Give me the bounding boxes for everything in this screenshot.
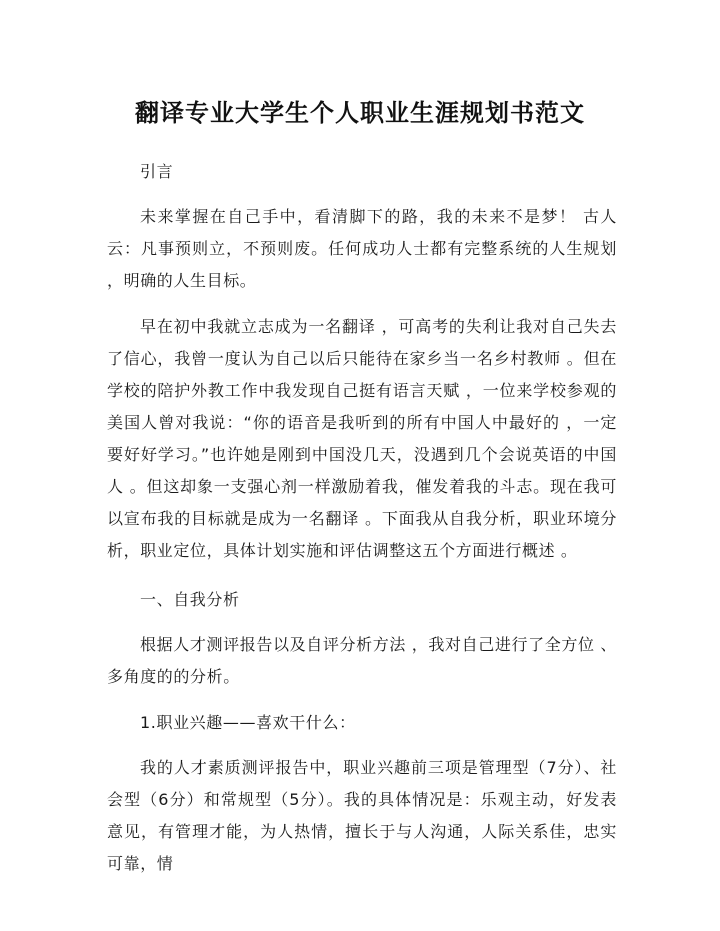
paragraph-intro: 未来掌握在自己手中，看清脚下的路，我的未来不是梦！ 古人云：凡事预则立，不预则废。任何成功人士都有完整系统的人生规划 ，明确的人生目标。 (107, 207, 617, 290)
paragraph-career-goal: 早在初中我就立志成为一名翻译 ，可高考的失利让我对自己失去了信心，我曾一度认为自己以后只能待在家乡当一名乡村教师 。但在学校的陪护外教工作中我发现自己挺有语言天赋 ，一位来学校参观的美国人曾对我说：“你的语音是我听到的所有中国人中最好的 ，一定要好好学习。”也许她是刚到中国没几天，没遇到几个会说英语的中国人 。但这却象一支强心剂一样激励着我，催发着我的斗志。现在我可以宣布我的目标就是成为一名翻译 。下面我从自我分析，职业环境分析，职业定位，具体计划实施和评估调整这五个方面进行概述 。 (107, 317, 617, 560)
intro-heading: 引言 (140, 162, 174, 181)
paragraph-self-analysis: 根据人才测评报告以及自评分析方法 ，我对自己进行了全方位 、多角度的的分析。 (107, 635, 617, 686)
document-title: 翻译专业大学生个人职业生涯规划书范文 (135, 98, 585, 127)
section-heading-self-analysis: 一、自我分析 (140, 590, 240, 609)
subsection-heading-interest: 1.职业兴趣——喜欢干什么： (140, 713, 356, 732)
paragraph-interest-detail: 我的人才素质测评报告中，职业兴趣前三项是管理型（7分）、社会型（6分）和常规型（5分）。我的具体情况是：乐观主动，好发表意见，有管理才能，为人热情，擅长于与人沟通，人际关系佳，忠实可靠，情 (107, 758, 617, 873)
